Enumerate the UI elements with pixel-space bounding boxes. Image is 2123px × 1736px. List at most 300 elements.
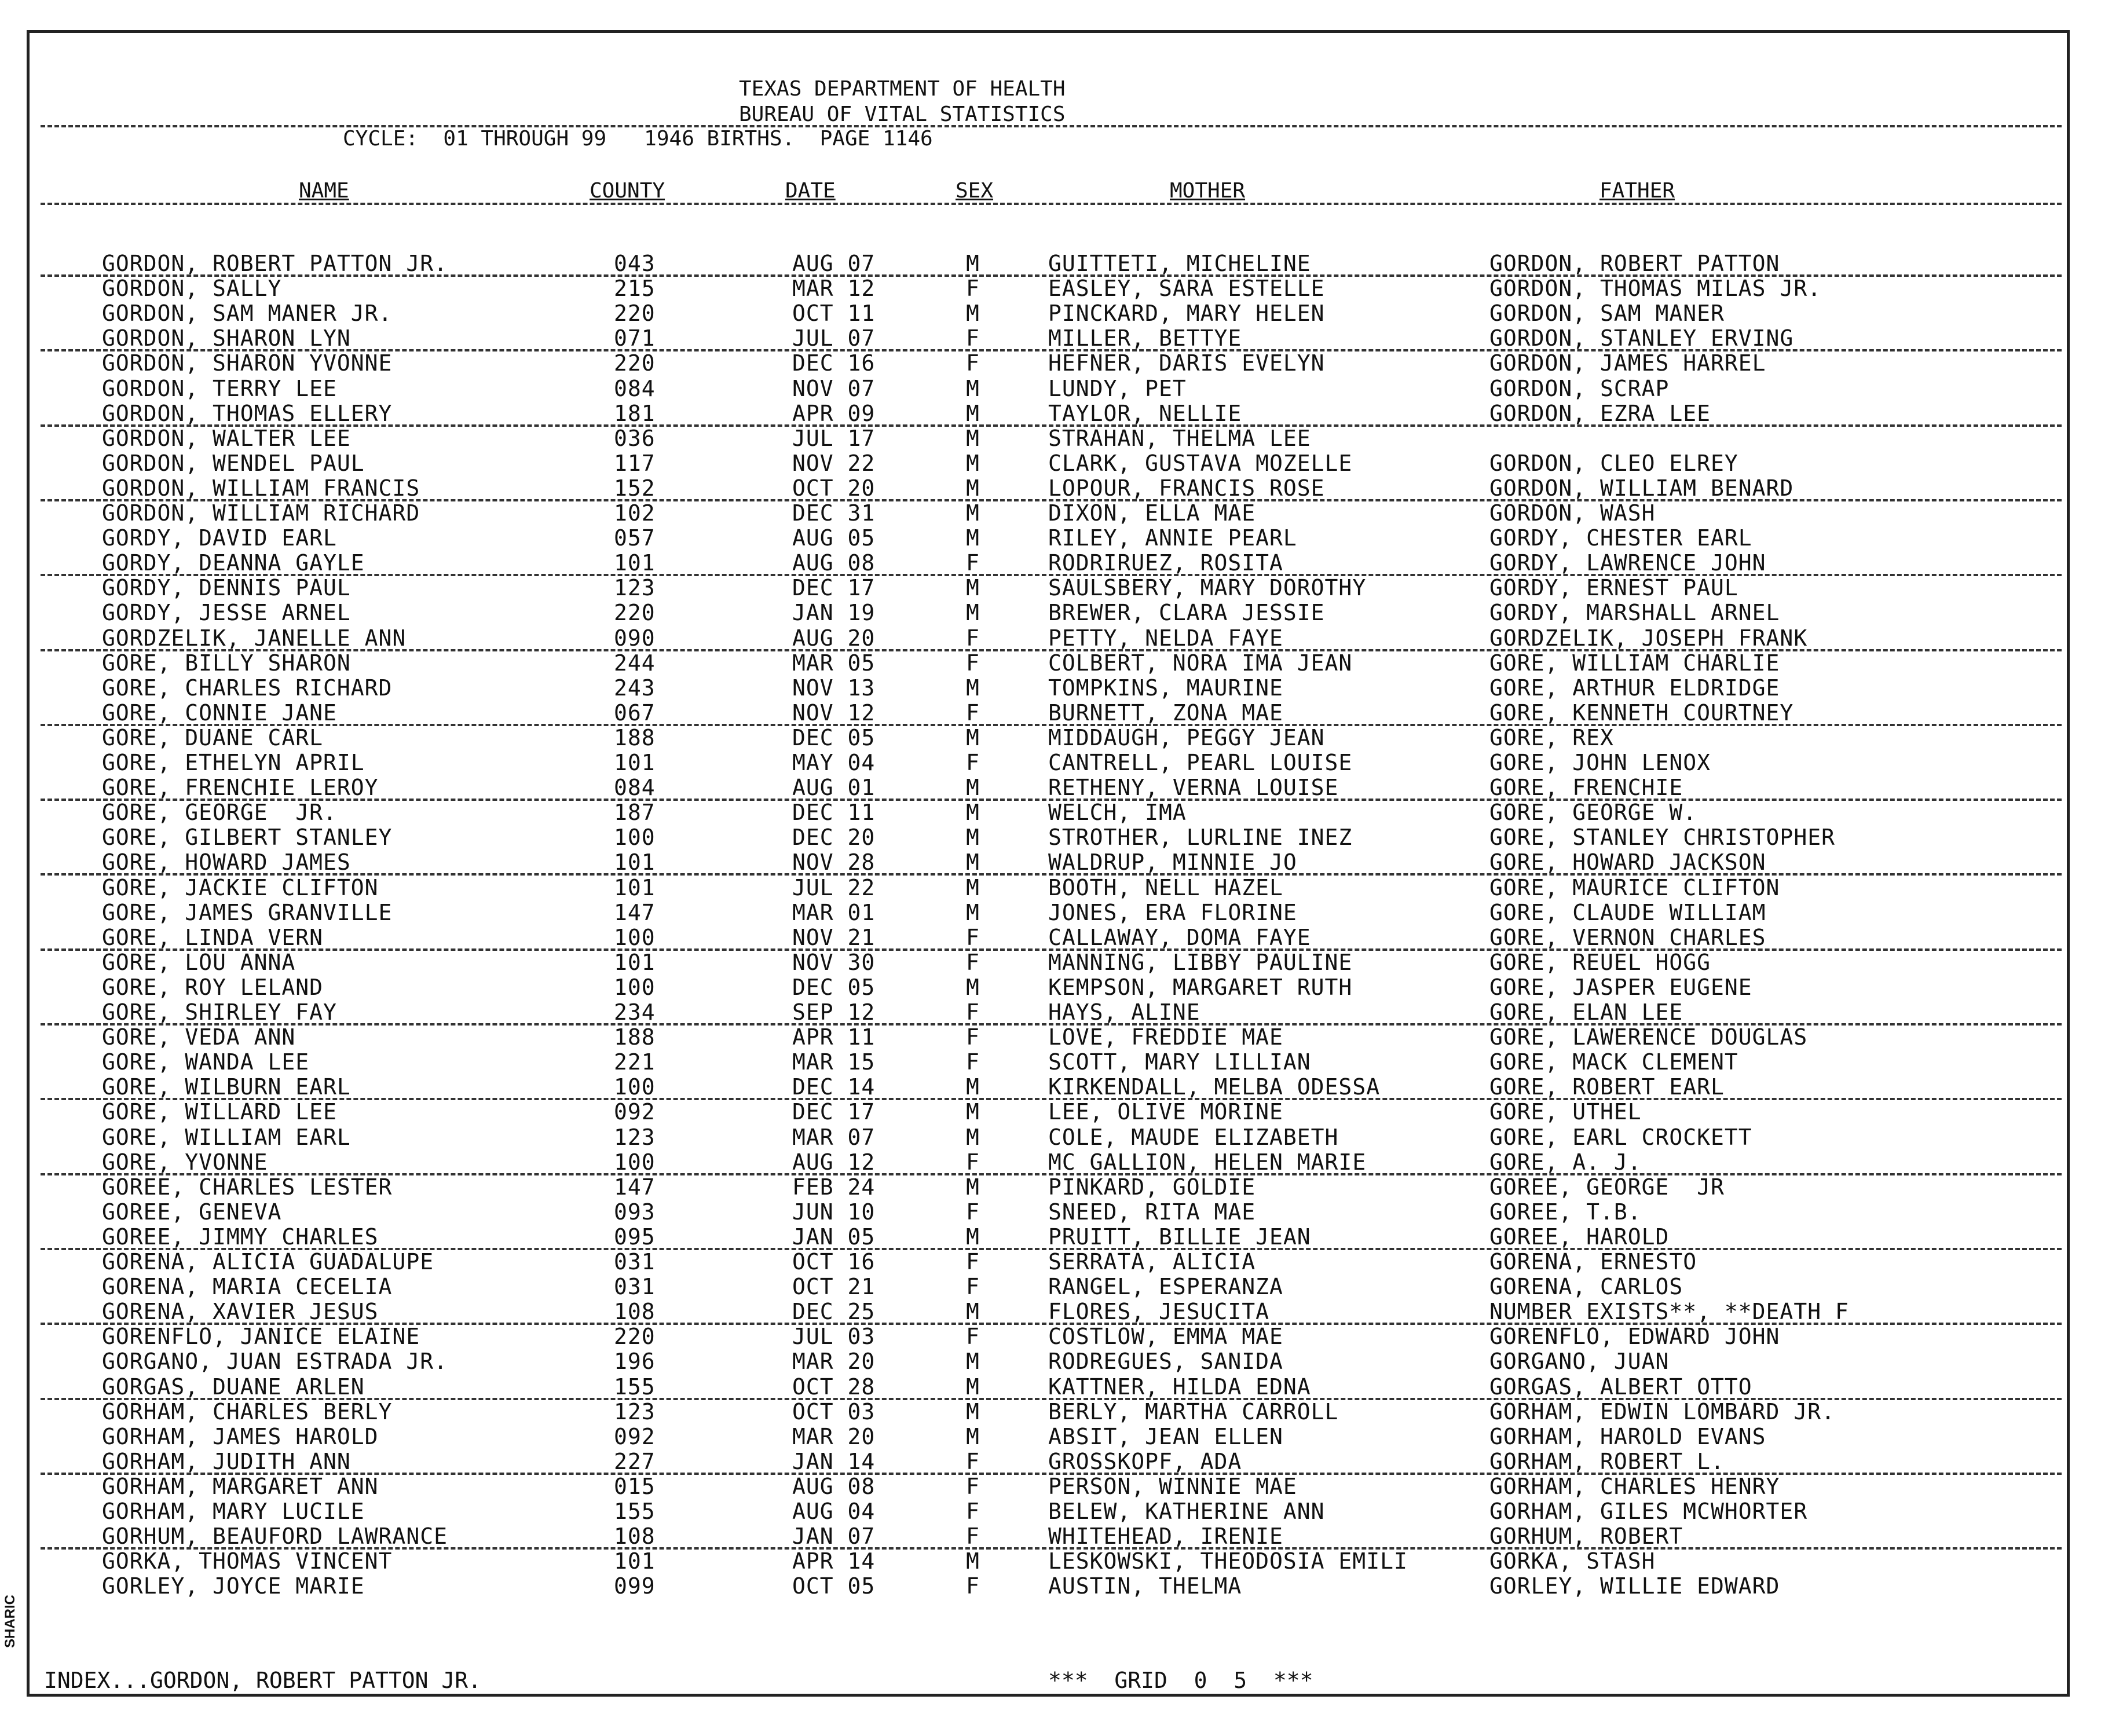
cell-sex: M xyxy=(966,575,980,601)
cell-name: GORHAM, MARGARET ANN xyxy=(102,1473,379,1499)
cell-sex: M xyxy=(966,375,980,401)
cell-date: AUG 01 xyxy=(792,775,876,801)
cell-name: GORDON, WALTER LEE xyxy=(102,425,351,451)
cell-date: JUL 07 xyxy=(792,325,876,351)
col-mother: MOTHER xyxy=(1170,179,1246,203)
table-row xyxy=(0,1574,2123,1599)
cell-sex: F xyxy=(966,1274,980,1300)
cell-date: NOV 13 xyxy=(792,675,876,701)
cell-mother: TAYLOR, NELLIE xyxy=(1048,400,1242,426)
cell-mother: CANTRELL, PEARL LOUISE xyxy=(1048,750,1353,775)
cell-sex: F xyxy=(966,699,980,726)
cell-sex: M xyxy=(966,251,980,276)
table-row xyxy=(0,1274,2123,1299)
cell-county: 243 xyxy=(614,675,656,701)
cell-mother: RETHENY, VERNA LOUISE xyxy=(1048,775,1339,801)
cell-name: GORDON, WENDEL PAUL xyxy=(102,450,365,476)
cell-county: 155 xyxy=(614,1374,656,1400)
cell-father: GORE, A. J. xyxy=(1489,1149,1642,1175)
cell-date: MAR 15 xyxy=(792,1049,876,1075)
cell-date: DEC 25 xyxy=(792,1299,876,1325)
cell-mother: LESKOWSKI, THEODOSIA EMILI xyxy=(1048,1548,1408,1574)
cell-mother: SNEED, RITA MAE xyxy=(1048,1199,1256,1225)
table-row xyxy=(0,775,2123,800)
cell-date: AUG 05 xyxy=(792,525,876,551)
cell-father: GORHAM, GILES MCWHORTER xyxy=(1489,1499,1808,1524)
cell-mother: GUITTETI, MICHELINE xyxy=(1048,251,1311,276)
cell-name: GORE, GILBERT STANLEY xyxy=(102,825,393,851)
cell-mother: BOOTH, NELL HAZEL xyxy=(1048,874,1283,900)
table-row xyxy=(0,1474,2123,1499)
cell-date: OCT 21 xyxy=(792,1274,876,1300)
cell-county: 123 xyxy=(614,575,656,601)
cell-mother: PRUITT, BILLIE JEAN xyxy=(1048,1224,1311,1250)
cell-county: 196 xyxy=(614,1349,656,1375)
cell-date: MAY 04 xyxy=(792,750,876,775)
cell-sex: M xyxy=(966,425,980,451)
cell-date: DEC 05 xyxy=(792,724,876,750)
cell-name: GORE, GEORGE JR. xyxy=(102,800,337,826)
cell-date: DEC 31 xyxy=(792,500,876,526)
cell-sex: F xyxy=(966,276,980,302)
table-row xyxy=(0,1150,2123,1175)
cell-name: GORDZELIK, JANELLE ANN xyxy=(102,625,407,651)
cell-mother: RANGEL, ESPERANZA xyxy=(1048,1274,1283,1300)
cell-sex: F xyxy=(966,1199,980,1225)
cell-name: GORE, CONNIE JANE xyxy=(102,699,337,726)
table-row xyxy=(0,600,2123,625)
table-row xyxy=(0,1225,2123,1250)
cell-sex: F xyxy=(966,1573,980,1599)
cell-mother: PINCKARD, MARY HELEN xyxy=(1048,301,1325,327)
cell-sex: F xyxy=(966,650,980,676)
cell-mother: BERLY, MARTHA CARROLL xyxy=(1048,1398,1339,1424)
cell-mother: PERSON, WINNIE MAE xyxy=(1048,1473,1297,1499)
cell-sex: M xyxy=(966,775,980,801)
cell-county: 084 xyxy=(614,375,656,401)
table-row xyxy=(0,701,2123,726)
table-row xyxy=(0,651,2123,676)
cell-county: 215 xyxy=(614,276,656,302)
cell-name: GORDON, TERRY LEE xyxy=(102,375,337,401)
cell-date: JUL 22 xyxy=(792,874,876,900)
table-row xyxy=(0,426,2123,451)
cell-father: GORDON, EZRA LEE xyxy=(1489,400,1711,426)
cell-mother: LOPOUR, FRANCIS ROSE xyxy=(1048,475,1325,501)
cell-date: APR 14 xyxy=(792,1548,876,1574)
cell-sex: M xyxy=(966,1423,980,1449)
cell-name: GORE, ETHELYN APRIL xyxy=(102,750,365,775)
cell-county: 147 xyxy=(614,1174,656,1200)
table-row xyxy=(0,676,2123,701)
cell-sex: M xyxy=(966,1374,980,1400)
table-row xyxy=(0,1000,2123,1025)
cell-date: NOV 22 xyxy=(792,450,876,476)
cell-sex: M xyxy=(966,475,980,501)
cell-county: 031 xyxy=(614,1249,656,1274)
col-date: DATE xyxy=(785,179,836,203)
cell-mother: STRAHAN, THELMA LEE xyxy=(1048,425,1311,451)
cell-name: GORDON, SHARON LYN xyxy=(102,325,351,351)
cell-date: OCT 28 xyxy=(792,1374,876,1400)
cell-county: 092 xyxy=(614,1099,656,1125)
cell-mother: LUNDY, PET xyxy=(1048,375,1187,401)
cell-county: 220 xyxy=(614,600,656,626)
table-row xyxy=(0,1449,2123,1474)
table-row xyxy=(0,1299,2123,1324)
cell-county: 092 xyxy=(614,1423,656,1449)
cell-father: GORENFLO, EDWARD JOHN xyxy=(1489,1324,1780,1350)
cell-date: DEC 14 xyxy=(792,1074,876,1100)
cell-name: GORDON, ROBERT PATTON JR. xyxy=(102,251,448,276)
cell-father: GORGANO, JUAN xyxy=(1489,1349,1670,1375)
table-row xyxy=(0,351,2123,376)
cell-mother: EASLEY, SARA ESTELLE xyxy=(1048,276,1325,302)
cell-mother: FLORES, JESUCITA xyxy=(1048,1299,1270,1325)
cell-father: GORDON, SAM MANER xyxy=(1489,301,1725,327)
cell-name: GOREE, GENEVA xyxy=(102,1199,282,1225)
cell-mother: AUSTIN, THELMA xyxy=(1048,1573,1242,1599)
cell-name: GORENA, XAVIER JESUS xyxy=(102,1299,379,1325)
cell-sex: M xyxy=(966,675,980,701)
cell-father: GORE, STANLEY CHRISTOPHER xyxy=(1489,825,1835,851)
cell-county: 100 xyxy=(614,1074,656,1100)
cell-date: APR 09 xyxy=(792,400,876,426)
cell-sex: F xyxy=(966,1499,980,1524)
cell-sex: M xyxy=(966,1124,980,1150)
cell-mother: PINKARD, GOLDIE xyxy=(1048,1174,1256,1200)
cell-father: GORLEY, WILLIE EDWARD xyxy=(1489,1573,1780,1599)
cell-name: GORE, CHARLES RICHARD xyxy=(102,675,393,701)
cell-name: GORE, SHIRLEY FAY xyxy=(102,999,337,1025)
table-row xyxy=(0,900,2123,925)
cell-mother: WELCH, IMA xyxy=(1048,800,1187,826)
cell-father: GORE, LAWERENCE DOUGLAS xyxy=(1489,1024,1808,1050)
cell-name: GORE, DUANE CARL xyxy=(102,724,324,750)
cell-father: GORE, JOHN LENOX xyxy=(1489,750,1711,775)
cell-father: GORHAM, CHARLES HENRY xyxy=(1489,1473,1780,1499)
cell-county: 015 xyxy=(614,1473,656,1499)
cell-name: GORGANO, JUAN ESTRADA JR. xyxy=(102,1349,448,1375)
cell-county: 100 xyxy=(614,924,656,950)
header-cycle: CYCLE: 01 THROUGH 99 1946 BIRTHS. PAGE 1146 xyxy=(343,127,933,151)
cell-date: DEC 17 xyxy=(792,575,876,601)
cell-father: GORDY, MARSHALL ARNEL xyxy=(1489,600,1780,626)
cell-county: 220 xyxy=(614,350,656,376)
cell-sex: F xyxy=(966,350,980,376)
table-row xyxy=(0,576,2123,600)
cell-mother: LOVE, FREDDIE MAE xyxy=(1048,1024,1283,1050)
cell-date: AUG 07 xyxy=(792,251,876,276)
cell-father: NUMBER EXISTS**, **DEATH F xyxy=(1489,1299,1849,1325)
cell-mother: GROSSKOPF, ADA xyxy=(1048,1448,1242,1474)
table-row xyxy=(0,950,2123,975)
cell-mother: BURNETT, ZONA MAE xyxy=(1048,699,1283,726)
cell-name: GORHUM, BEAUFORD LAWRANCE xyxy=(102,1523,448,1550)
cell-name: GORE, WILLIAM EARL xyxy=(102,1124,351,1150)
table-row xyxy=(0,850,2123,875)
cell-county: 101 xyxy=(614,1548,656,1574)
cell-name: GORENFLO, JANICE ELAINE xyxy=(102,1324,420,1350)
cell-sex: F xyxy=(966,1448,980,1474)
cell-mother: KATTNER, HILDA EDNA xyxy=(1048,1374,1311,1400)
cell-name: GORE, LINDA VERN xyxy=(102,924,324,950)
cell-date: JAN 05 xyxy=(792,1224,876,1250)
cell-name: GORHAM, JUDITH ANN xyxy=(102,1448,351,1474)
table-row xyxy=(0,1050,2123,1075)
cell-date: MAR 12 xyxy=(792,276,876,302)
cell-sex: F xyxy=(966,325,980,351)
cell-county: 031 xyxy=(614,1274,656,1300)
cell-sex: M xyxy=(966,1299,980,1325)
cell-name: GORDON, SHARON YVONNE xyxy=(102,350,393,376)
cell-sex: M xyxy=(966,1074,980,1100)
cell-name: GORHAM, MARY LUCILE xyxy=(102,1499,365,1524)
cell-father: GORDON, WASH xyxy=(1489,500,1656,526)
cell-mother: SCOTT, MARY LILLIAN xyxy=(1048,1049,1311,1075)
cell-name: GORE, LOU ANNA xyxy=(102,949,296,975)
cell-name: GORKA, THOMAS VINCENT xyxy=(102,1548,393,1574)
cell-date: MAR 01 xyxy=(792,899,876,925)
cell-sex: M xyxy=(966,301,980,327)
cell-sex: F xyxy=(966,1049,980,1075)
cell-sex: F xyxy=(966,1024,980,1050)
cell-date: JAN 19 xyxy=(792,600,876,626)
cell-father: GORE, JASPER EUGENE xyxy=(1489,974,1752,1000)
cell-name: GORDY, JESSE ARNEL xyxy=(102,600,351,626)
cell-father: GORE, REX xyxy=(1489,724,1614,750)
index-label: INDEX...GORDON, ROBERT PATTON JR. xyxy=(44,1668,481,1693)
cell-county: 234 xyxy=(614,999,656,1025)
cell-name: GOREE, CHARLES LESTER xyxy=(102,1174,393,1200)
cell-father: GOREE, GEORGE JR xyxy=(1489,1174,1725,1200)
cell-date: MAR 20 xyxy=(792,1349,876,1375)
cell-father: GOREE, HAROLD xyxy=(1489,1224,1670,1250)
cell-father: GORE, FRENCHIE xyxy=(1489,775,1683,801)
cell-date: DEC 16 xyxy=(792,350,876,376)
cell-county: 188 xyxy=(614,1024,656,1050)
cell-county: 100 xyxy=(614,1149,656,1175)
col-sex: SEX xyxy=(956,179,994,203)
cell-name: GORDON, SAM MANER JR. xyxy=(102,301,393,327)
cell-sex: F xyxy=(966,550,980,576)
cell-father: GORE, REUEL HOGG xyxy=(1489,949,1711,975)
cell-name: GORE, JAMES GRANVILLE xyxy=(102,899,393,925)
table-row xyxy=(0,975,2123,1000)
col-father: FATHER xyxy=(1599,179,1675,203)
cell-sex: M xyxy=(966,1349,980,1375)
cell-mother: DIXON, ELLA MAE xyxy=(1048,500,1256,526)
cell-mother: SAULSBERY, MARY DOROTHY xyxy=(1048,575,1367,601)
table-row xyxy=(0,1499,2123,1524)
table-row xyxy=(0,1524,2123,1549)
cell-name: GORDY, DENNIS PAUL xyxy=(102,575,351,601)
cell-name: GORE, WILLARD LEE xyxy=(102,1099,337,1125)
cell-sex: M xyxy=(966,974,980,1000)
cell-sex: M xyxy=(966,500,980,526)
cell-father: GORKA, STASH xyxy=(1489,1548,1656,1574)
cell-county: 101 xyxy=(614,750,656,775)
cell-mother: RODRIRUEZ, ROSITA xyxy=(1048,550,1283,576)
cell-sex: F xyxy=(966,750,980,775)
cell-county: 100 xyxy=(614,825,656,851)
cell-father: GORDON, THOMAS MILAS JR. xyxy=(1489,276,1822,302)
cell-name: GORE, WILBURN EARL xyxy=(102,1074,351,1100)
cell-sex: M xyxy=(966,525,980,551)
col-county: COUNTY xyxy=(590,179,665,203)
cell-sex: M xyxy=(966,1224,980,1250)
cell-date: DEC 17 xyxy=(792,1099,876,1125)
cell-mother: LEE, OLIVE MORINE xyxy=(1048,1099,1283,1125)
cell-date: SEP 12 xyxy=(792,999,876,1025)
cell-date: MAR 20 xyxy=(792,1423,876,1449)
table-row xyxy=(0,750,2123,775)
cell-date: MAR 07 xyxy=(792,1124,876,1150)
table-row xyxy=(0,800,2123,825)
table-row xyxy=(0,1200,2123,1225)
cell-father: GORE, EARL CROCKETT xyxy=(1489,1124,1752,1150)
table-row xyxy=(0,1324,2123,1349)
cell-date: DEC 05 xyxy=(792,974,876,1000)
table-row xyxy=(0,726,2123,750)
cell-sex: M xyxy=(966,849,980,876)
cell-father: GORDON, JAMES HARREL xyxy=(1489,350,1766,376)
cell-date: NOV 28 xyxy=(792,849,876,876)
cell-sex: F xyxy=(966,924,980,950)
cell-father: GORGAS, ALBERT OTTO xyxy=(1489,1374,1752,1400)
cell-mother: WHITEHEAD, IRENIE xyxy=(1048,1523,1283,1550)
cell-mother: RILEY, ANNIE PEARL xyxy=(1048,525,1297,551)
cell-date: OCT 16 xyxy=(792,1249,876,1274)
table-row xyxy=(0,1549,2123,1574)
cell-date: DEC 11 xyxy=(792,800,876,826)
cell-date: AUG 04 xyxy=(792,1499,876,1524)
cell-father: GORDON, CLEO ELREY xyxy=(1489,450,1738,476)
cell-name: GORDY, DAVID EARL xyxy=(102,525,337,551)
cell-name: GOREE, JIMMY CHARLES xyxy=(102,1224,379,1250)
cell-date: FEB 24 xyxy=(792,1174,876,1200)
cell-county: 108 xyxy=(614,1299,656,1325)
cell-name: GORE, JACKIE CLIFTON xyxy=(102,874,379,900)
grid-label: *** GRID 0 5 *** xyxy=(1048,1668,1313,1693)
table-row xyxy=(0,1400,2123,1424)
table-row xyxy=(0,401,2123,426)
cell-name: GORHAM, CHARLES BERLY xyxy=(102,1398,393,1424)
cell-date: JUN 10 xyxy=(792,1199,876,1225)
cell-county: 188 xyxy=(614,724,656,750)
cell-sex: F xyxy=(966,1149,980,1175)
table-row xyxy=(0,925,2123,950)
table-row xyxy=(0,501,2123,526)
cell-father: GORE, GEORGE W. xyxy=(1489,800,1697,826)
table-row xyxy=(0,551,2123,576)
cell-county: 043 xyxy=(614,251,656,276)
cell-date: JUL 17 xyxy=(792,425,876,451)
cell-father: GORDON, WILLIAM BENARD xyxy=(1489,475,1794,501)
cell-name: GORDY, DEANNA GAYLE xyxy=(102,550,365,576)
table-row xyxy=(0,1175,2123,1200)
cell-name: GORE, YVONNE xyxy=(102,1149,268,1175)
cell-father: GORHAM, ROBERT L. xyxy=(1489,1448,1725,1474)
table-row xyxy=(0,276,2123,301)
cell-county: 244 xyxy=(614,650,656,676)
cell-father: GOREE, T.B. xyxy=(1489,1199,1642,1225)
cell-father: GORE, ARTHUR ELDRIDGE xyxy=(1489,675,1780,701)
cell-father: GORE, KENNETH COURTNEY xyxy=(1489,699,1794,726)
cell-father: GORDON, SCRAP xyxy=(1489,375,1670,401)
cell-county: 090 xyxy=(614,625,656,651)
cell-county: 100 xyxy=(614,974,656,1000)
cell-mother: CLARK, GUSTAVA MOZELLE xyxy=(1048,450,1353,476)
cell-county: 152 xyxy=(614,475,656,501)
cell-name: GORDON, WILLIAM RICHARD xyxy=(102,500,420,526)
cell-mother: PETTY, NELDA FAYE xyxy=(1048,625,1283,651)
cell-mother: KEMPSON, MARGARET RUTH xyxy=(1048,974,1353,1000)
table-row xyxy=(0,326,2123,351)
cell-mother: KIRKENDALL, MELBA ODESSA xyxy=(1048,1074,1381,1100)
table-row xyxy=(0,1100,2123,1125)
cell-mother: JONES, ERA FLORINE xyxy=(1048,899,1297,925)
cell-date: OCT 20 xyxy=(792,475,876,501)
header-title: TEXAS DEPARTMENT OF HEALTH xyxy=(739,77,1066,101)
cell-sex: F xyxy=(966,1473,980,1499)
cell-date: JAN 07 xyxy=(792,1523,876,1550)
cell-date: AUG 08 xyxy=(792,1473,876,1499)
cell-mother: CALLAWAY, DOMA FAYE xyxy=(1048,924,1311,950)
cell-mother: COLBERT, NORA IMA JEAN xyxy=(1048,650,1353,676)
cell-name: GORE, HOWARD JAMES xyxy=(102,849,351,876)
cell-county: 123 xyxy=(614,1124,656,1150)
cell-name: GORE, FRENCHIE LEROY xyxy=(102,775,379,801)
cell-father: GORHAM, EDWIN LOMBARD JR. xyxy=(1489,1398,1835,1424)
cell-name: GORE, ROY LELAND xyxy=(102,974,324,1000)
table-row xyxy=(0,1349,2123,1374)
cell-name: GORE, WANDA LEE xyxy=(102,1049,310,1075)
cell-date: MAR 05 xyxy=(792,650,876,676)
cell-father: GORDY, CHESTER EARL xyxy=(1489,525,1752,551)
cell-date: NOV 07 xyxy=(792,375,876,401)
cell-date: NOV 21 xyxy=(792,924,876,950)
cell-father: GORE, UTHEL xyxy=(1489,1099,1642,1125)
cell-name: GORHAM, JAMES HAROLD xyxy=(102,1423,379,1449)
header-subtitle: BUREAU OF VITAL STATISTICS xyxy=(739,102,1066,126)
cell-date: AUG 20 xyxy=(792,625,876,651)
table-row xyxy=(0,876,2123,900)
cell-date: JUL 03 xyxy=(792,1324,876,1350)
table-row xyxy=(0,376,2123,401)
cell-mother: SERRATA, ALICIA xyxy=(1048,1249,1256,1274)
cell-father: GORE, MACK CLEMENT xyxy=(1489,1049,1738,1075)
cell-sex: M xyxy=(966,899,980,925)
cell-sex: F xyxy=(966,999,980,1025)
cell-county: 220 xyxy=(614,1324,656,1350)
cell-sex: M xyxy=(966,724,980,750)
cell-sex: F xyxy=(966,1249,980,1274)
cell-county: 036 xyxy=(614,425,656,451)
cell-sex: F xyxy=(966,949,980,975)
table-row xyxy=(0,1424,2123,1449)
cell-father: GORENA, ERNESTO xyxy=(1489,1249,1697,1274)
table-row xyxy=(0,1375,2123,1400)
side-label: SHARIC xyxy=(2,1594,18,1648)
cell-father: GORHUM, ROBERT xyxy=(1489,1523,1683,1550)
cell-county: 093 xyxy=(614,1199,656,1225)
cell-father: GORDY, ERNEST PAUL xyxy=(1489,575,1738,601)
cell-mother: HEFNER, DARIS EVELYN xyxy=(1048,350,1325,376)
table-row xyxy=(0,526,2123,551)
cell-date: AUG 08 xyxy=(792,550,876,576)
cell-father: GORE, HOWARD JACKSON xyxy=(1489,849,1766,876)
